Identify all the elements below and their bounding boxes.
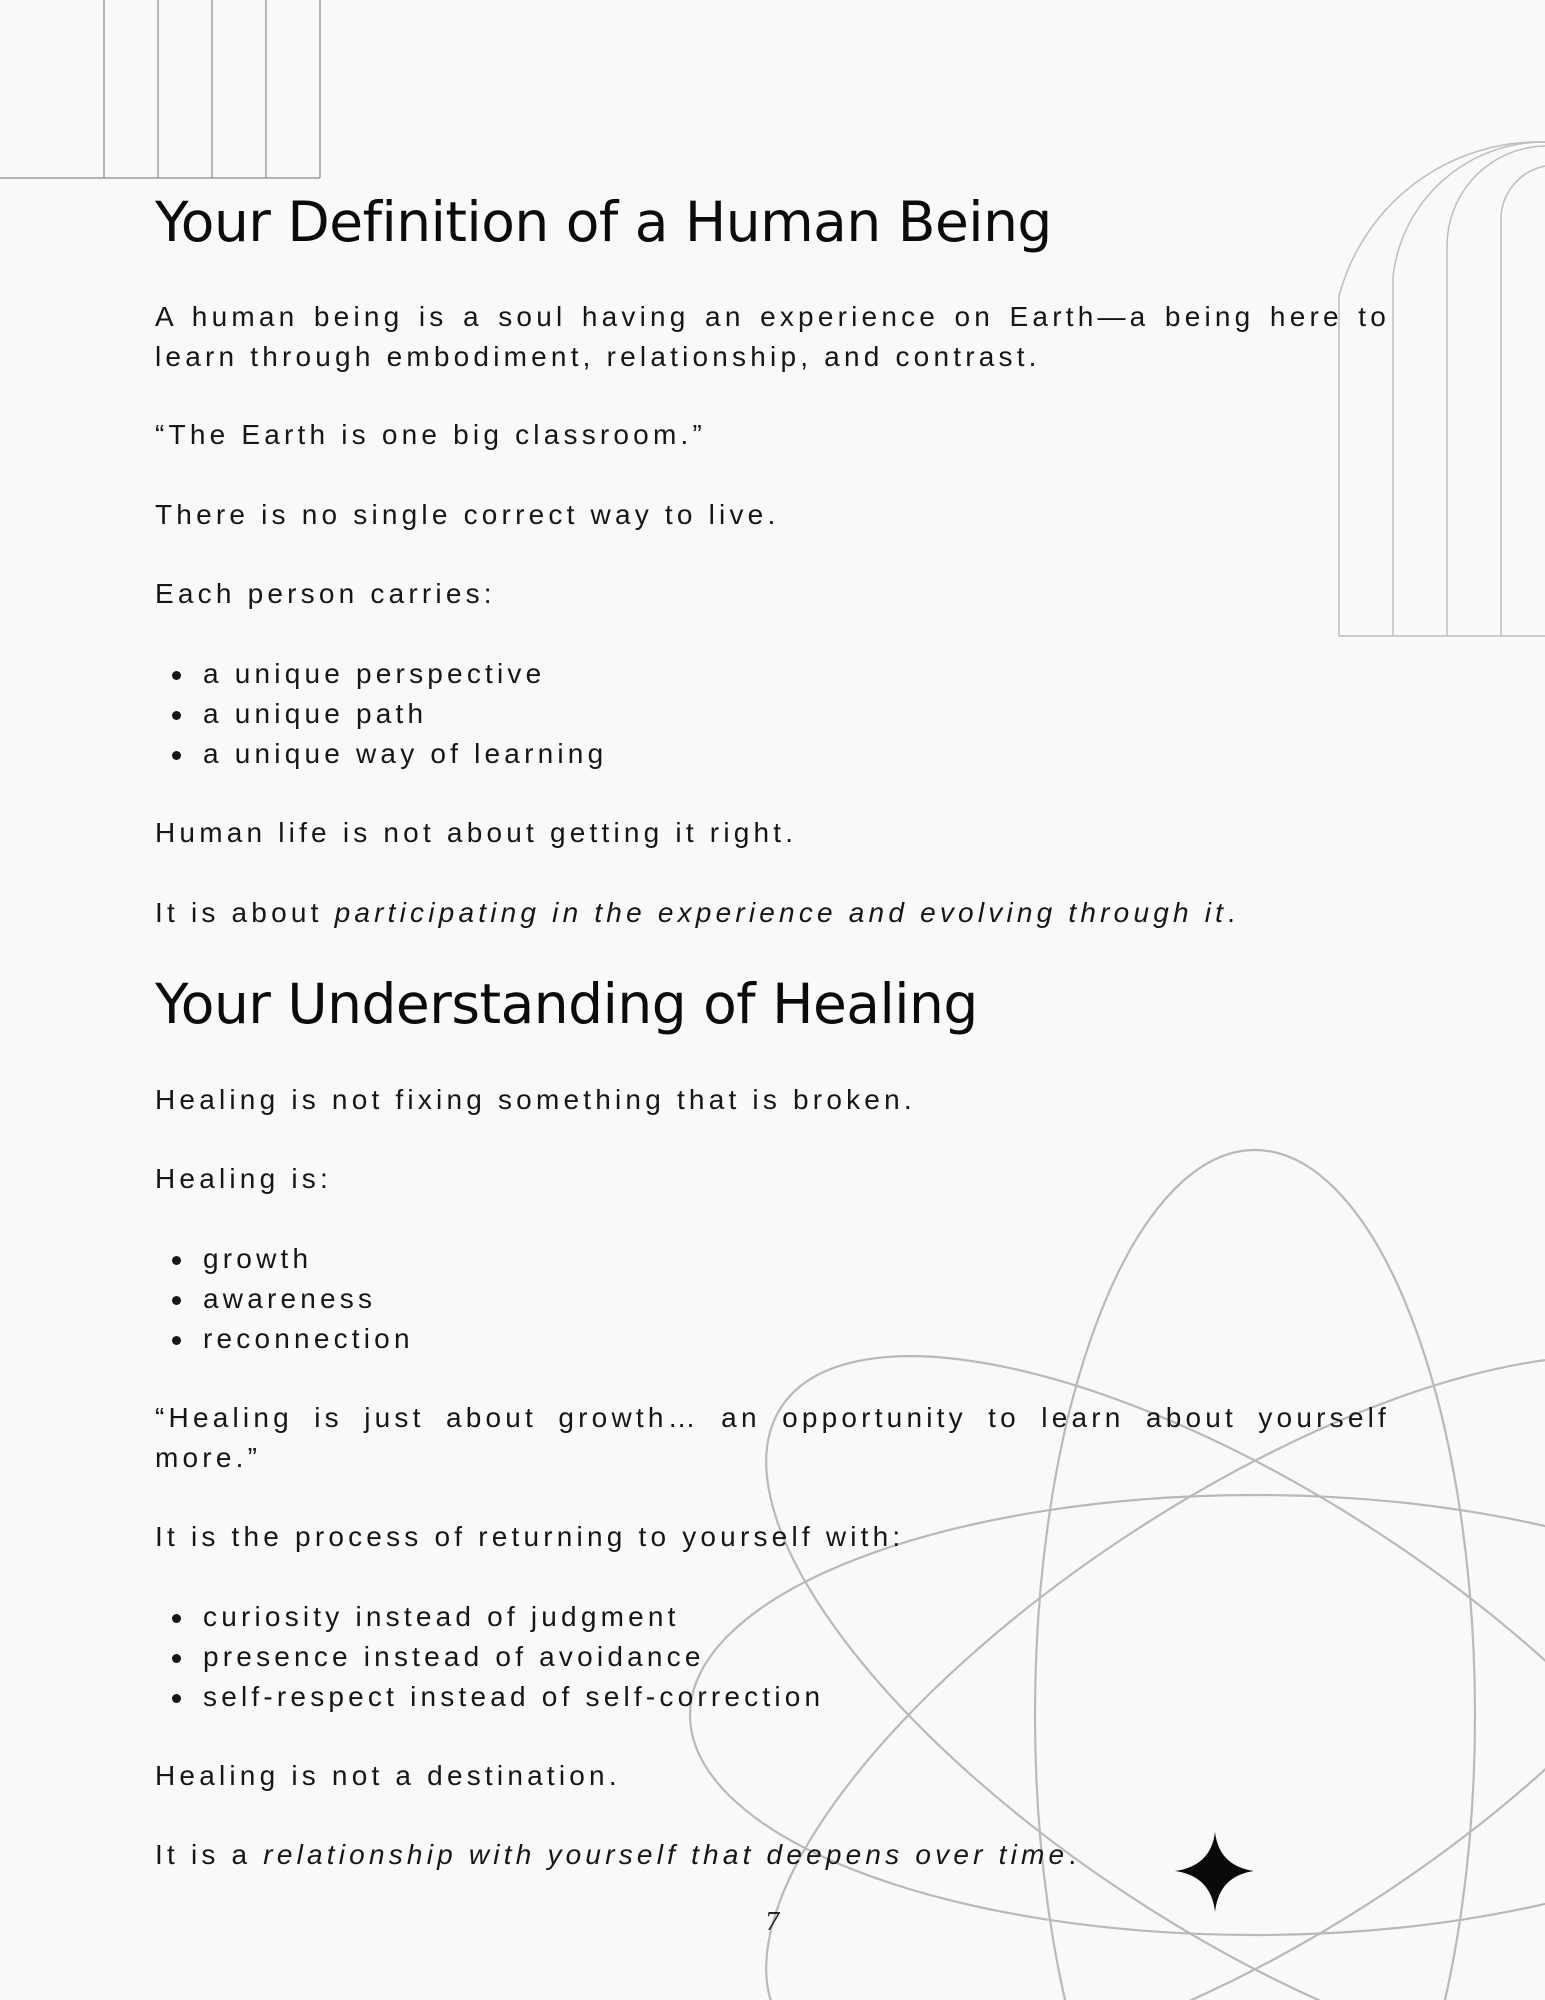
relationship-prefix: It is a: [155, 1839, 264, 1870]
top-left-lines-decoration: [0, 0, 320, 178]
healing-is-label: Healing is:: [155, 1163, 332, 1194]
participating-emphasis: participating in the experience and evolving through it: [334, 897, 1228, 928]
process-list: [155, 1597, 824, 1717]
healing-list: [155, 1239, 414, 1359]
list-item: a unique way of learning: [155, 734, 607, 774]
healing-not-destination: Healing is not a destination.: [155, 1760, 621, 1791]
process-intro: It is the process of returning to yourself with:: [155, 1521, 905, 1552]
earth-classroom-quote: “The Earth is one big classroom.”: [155, 419, 706, 450]
page-number: 7: [764, 1908, 781, 1936]
relationship-emphasis: relationship with yourself that deepens over time: [263, 1839, 1069, 1870]
list-item: growth: [155, 1239, 414, 1279]
list-item: awareness: [155, 1279, 414, 1319]
arch-decoration: [1339, 142, 1545, 636]
list-item: self-respect instead of self-correction: [155, 1677, 824, 1717]
not-about-getting-it-right: Human life is not about getting it right.: [155, 817, 798, 848]
unique-qualities-list: [155, 654, 607, 774]
human-being-intro: A human being is a soul having an experience on Earth—a being here to learn through embodiment, relationship, and contrast.: [155, 301, 1390, 372]
list-item: a unique path: [155, 694, 607, 734]
healing-growth-quote: “Healing is just about growth… an opportunity to learn about yourself more.”: [155, 1402, 1390, 1473]
participating-prefix: It is about: [155, 897, 335, 928]
healing-intro: Healing is not fixing something that is broken.: [155, 1084, 916, 1115]
each-person-carries-label: Each person carries:: [155, 578, 496, 609]
participating-suffix: .: [1227, 897, 1240, 928]
participating-statement: [155, 893, 1390, 933]
no-single-way-statement: There is no single correct way to live.: [155, 499, 780, 530]
list-item: a unique perspective: [155, 654, 607, 694]
list-item: reconnection: [155, 1319, 414, 1359]
section-title-healing: Your Understanding of Healing: [155, 972, 978, 1036]
relationship-suffix: .: [1068, 1839, 1081, 1870]
section-title-human-being: Your Definition of a Human Being: [155, 190, 1052, 254]
list-item: presence instead of avoidance: [155, 1637, 824, 1677]
list-item: curiosity instead of judgment: [155, 1597, 824, 1637]
relationship-statement: [155, 1835, 1390, 1875]
